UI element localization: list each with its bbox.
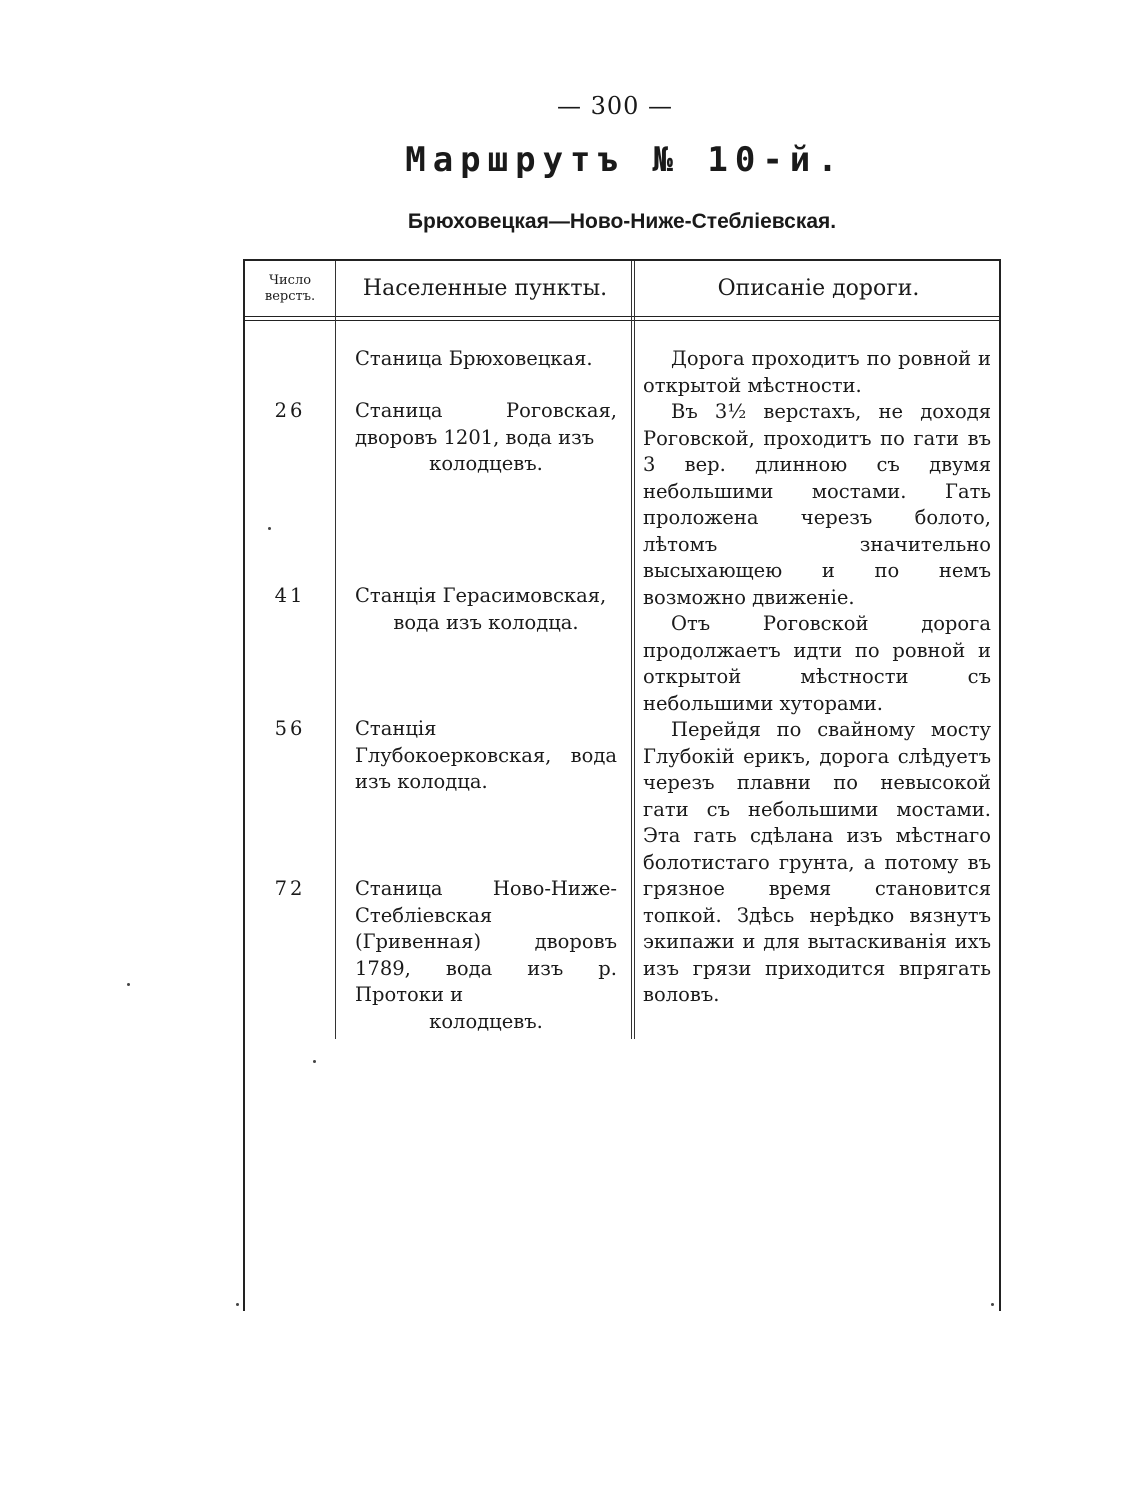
print-speck <box>127 983 130 986</box>
header-verst: Число верстъ. <box>264 272 316 304</box>
verst-value: 26 <box>274 399 306 422</box>
description-paragraph: Перейдя по свайному мосту Глубокій ерикъ, дорога слѣдуетъ черезъ плавни по невысокой гати съ небольшими мостами. Эта гать сдѣлана изъ мѣстнаго болотистаго грунта, а потому въ грязное время становится топкой. Здѣсь нерѣдко вязнутъ экипажи и для вытаскиванія ихъ изъ грязи приходится впрягать воловъ. <box>643 718 991 1006</box>
settlement-text: Станція Герасимовская, <box>355 584 607 607</box>
settlement-text-tail: колодцевъ. <box>429 452 543 475</box>
settlement-text-tail: колодцевъ. <box>429 1009 543 1033</box>
header-description: Описаніе дороги. <box>717 276 920 301</box>
print-speck <box>313 1060 316 1063</box>
print-speck <box>268 527 271 530</box>
road-description <box>643 346 991 1009</box>
verst-value: 41 <box>274 584 306 607</box>
header-points: Населенные пункты. <box>362 276 608 301</box>
settlement-item <box>355 876 617 1035</box>
description-paragraph: Дорога проходитъ по ровной и открытой мѣстности. <box>643 347 991 397</box>
settlement-item <box>355 398 617 478</box>
settlement-text: Станица Ново-Ниже-Стебліевская (Гривенная) дворовъ 1789, вода изъ р. Протоки и <box>355 877 617 1006</box>
verst-value: 72 <box>274 877 306 900</box>
settlement-item <box>355 716 617 796</box>
settlement-text: Станція Глубокоерковская, вода изъ колодца. <box>355 717 617 793</box>
column-divider-2 <box>631 261 635 1039</box>
print-speck <box>236 1303 239 1306</box>
settlement-item <box>355 583 617 636</box>
page-number: — 300 — <box>556 92 674 120</box>
settlement-text: Станица Роговская, дворовъ 1201, вода изъ <box>355 399 617 449</box>
route-table <box>243 259 1001 1311</box>
route-title: Маршрутъ № 10-й. <box>405 140 845 180</box>
settlement-text: Станица Брюховецкая. <box>355 347 593 370</box>
settlement-item <box>355 346 617 373</box>
column-divider-1 <box>335 261 336 1039</box>
route-subtitle: Брюховецкая—Ново-Ниже-Стебліевская. <box>407 210 837 233</box>
settlement-text-tail: вода изъ колодца. <box>393 610 579 634</box>
print-speck <box>991 1303 994 1306</box>
description-paragraph: Отъ Роговской дорога продолжаетъ идти по ровной и открытой мѣстности съ небольшими хуторами. <box>643 612 991 715</box>
verst-value: 56 <box>274 717 306 740</box>
header-divider <box>245 316 999 321</box>
description-paragraph: Въ 3½ верстахъ, не доходя Роговской, проходитъ по гати въ 3 вер. длинною съ двумя небольшими мостами. Гать проложена черезъ болото, лѣтомъ значительно высыхающею и по немъ возможно движеніе. <box>643 400 991 609</box>
